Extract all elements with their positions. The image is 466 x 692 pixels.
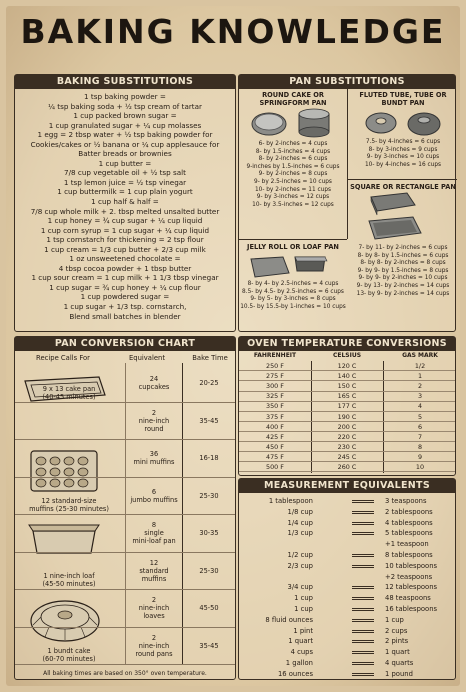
substitution-line: 1 tsp baking powder = bbox=[84, 92, 166, 101]
jelly-pan-list bbox=[239, 281, 347, 311]
substitution-line: 1 cup corn syrup = 1 cup sugar + ¼ cup liquid bbox=[40, 225, 210, 235]
bundt-pan-icons bbox=[349, 107, 457, 139]
list-item bbox=[239, 593, 455, 604]
recipe-cell: 12 standard-size muffins (25-30 minutes) bbox=[29, 497, 109, 513]
table-row bbox=[239, 423, 455, 432]
bake-time-cell: 35-45 bbox=[199, 416, 219, 425]
round-pan-icons bbox=[239, 107, 347, 141]
measure-right: 8 tablespoons bbox=[385, 551, 433, 559]
col-recipe-header: Recipe Calls For bbox=[36, 354, 90, 362]
gas-mark-cell: 6 bbox=[417, 422, 423, 431]
substitution-line: 1 cup powdered sugar = bbox=[80, 292, 170, 302]
substitution-line: 1 oz unsweetened chocolate = bbox=[69, 254, 181, 264]
fluted-pan-section bbox=[349, 91, 457, 169]
pan-size-line: 13- by 9- by 2-inches = 14 cups bbox=[356, 290, 450, 297]
list-item bbox=[239, 615, 455, 626]
list-item bbox=[239, 518, 455, 529]
equivalent-cell: 6 jumbo muffins bbox=[130, 487, 178, 504]
gas-mark-cell: 3 bbox=[417, 392, 423, 401]
fahrenheit-cell: 350 F bbox=[266, 402, 284, 411]
substitution-line: 1 cup sugar + 1/3 tsp. cornstarch, bbox=[63, 302, 187, 312]
measure-right: +1 teaspoon bbox=[385, 540, 429, 549]
measurement-header: MEASUREMENT EQUIVALENTS bbox=[239, 479, 455, 493]
table-row bbox=[239, 382, 455, 391]
celsius-cell: 177 C bbox=[337, 402, 357, 411]
bake-time-cell: 25-30 bbox=[199, 491, 219, 500]
list-item bbox=[239, 539, 455, 550]
table-row bbox=[239, 443, 455, 452]
measure-right: 1 pound bbox=[385, 669, 413, 678]
gas-mark-cell: 1 bbox=[417, 372, 423, 381]
bake-time-cell: 16-18 bbox=[199, 454, 219, 463]
fahrenheit-cell: 500 F bbox=[266, 463, 284, 471]
equals-icon bbox=[352, 500, 374, 503]
celsius-cell: 245 C bbox=[337, 452, 357, 461]
equivalent-cell: 24 cupcakes bbox=[138, 375, 170, 392]
table-row bbox=[239, 362, 455, 371]
measure-left: 1 gallon bbox=[285, 659, 313, 667]
pan-substitutions-panel bbox=[238, 74, 456, 332]
fluted-pan-title-2: BUNDT PAN bbox=[381, 99, 425, 107]
measure-left: 1/2 cup bbox=[287, 551, 313, 559]
list-item bbox=[239, 550, 455, 561]
list-item bbox=[239, 669, 455, 680]
square-pan-section bbox=[349, 183, 457, 298]
table-row bbox=[15, 553, 235, 591]
fluted-pan-list bbox=[349, 139, 457, 169]
equals-icon bbox=[352, 522, 374, 525]
substitution-line: 1 tsp cornstarch for thickening = 2 tsp flour bbox=[46, 235, 204, 245]
equivalent-cell: 8 single mini-loaf pan bbox=[132, 521, 176, 546]
pan-size-line: 10- by 4-inches = 16 cups bbox=[364, 161, 442, 168]
table-row bbox=[15, 478, 235, 516]
round-pan-title-2: SPRINGFORM PAN bbox=[259, 99, 327, 107]
measure-left: 1 cup bbox=[294, 605, 313, 613]
recipe-cell: 9 x 13 cake pan (40-45 minutes) bbox=[42, 384, 96, 401]
fahrenheit-cell: 325 F bbox=[266, 392, 284, 401]
substitution-line: 1 cup sour cream = 1 cup milk + 1 1/3 tbsp vinegar bbox=[31, 273, 219, 283]
pan-size-line: 6- by 2-inches = 4 cups bbox=[258, 141, 328, 147]
fahrenheit-cell: 400 F bbox=[266, 422, 284, 431]
baking-substitutions-list bbox=[15, 89, 235, 321]
bake-time-cell: 35-45 bbox=[199, 641, 219, 650]
bake-time-cell: 45-50 bbox=[199, 604, 219, 613]
measure-right: 1 cup bbox=[385, 615, 404, 624]
measure-left: 2/3 cup bbox=[287, 561, 313, 570]
substitution-line: 1 cup packed brown sugar = bbox=[73, 111, 177, 121]
table-row bbox=[15, 628, 235, 666]
measure-right: 16 tablespoons bbox=[385, 605, 438, 613]
substitution-line: Blend small batches in blender bbox=[69, 311, 181, 321]
measure-left: 1/8 cup bbox=[287, 507, 313, 516]
measure-left: 8 fluid ounces bbox=[265, 615, 313, 624]
equals-icon bbox=[352, 597, 374, 600]
table-row bbox=[239, 392, 455, 401]
pan-size-line: 9- by 2-inches = 8 cups bbox=[258, 171, 328, 178]
jelly-pan-title: JELLY ROLL OR LOAF PAN bbox=[247, 243, 339, 251]
pan-conversion-header: PAN CONVERSION CHART bbox=[15, 337, 235, 351]
fahrenheit-cell: 425 F bbox=[266, 432, 284, 441]
measure-right: +2 teaspoons bbox=[385, 572, 433, 581]
measure-right: 5 tablespoons bbox=[385, 529, 433, 538]
measure-right: 3 teaspoons bbox=[385, 497, 427, 505]
table-row bbox=[15, 403, 235, 441]
substitution-line: 4 tbsp cocoa powder + 1 tbsp butter bbox=[58, 263, 192, 273]
measure-right: 10 tablespoons bbox=[385, 561, 438, 570]
measure-right: 4 tablespoons bbox=[385, 518, 433, 527]
measure-right: 48 teaspoons bbox=[385, 594, 431, 603]
measure-right: 1 quart bbox=[385, 648, 410, 657]
col-baketime-header: Bake Time bbox=[192, 354, 228, 362]
equivalent-cell: 36 mini muffins bbox=[133, 450, 175, 467]
table-row bbox=[239, 463, 455, 472]
measure-left: 16 ounces bbox=[277, 669, 313, 678]
round-pan-list bbox=[239, 141, 347, 209]
gas-mark-cell: 9 bbox=[417, 452, 423, 461]
pan-size-line: 9- by 9- by 2-inches = 10 cups bbox=[358, 275, 448, 282]
pan-size-line: 9- by 3-inches = 10 cups bbox=[366, 154, 440, 161]
col-celsius: CELSIUS bbox=[332, 352, 362, 359]
table-row bbox=[239, 453, 455, 462]
measure-right: 4 quarts bbox=[385, 659, 414, 667]
pan-size-line: 9- by 3-inches = 12 cups bbox=[256, 194, 330, 201]
jelly-pan-section bbox=[239, 243, 347, 311]
pan-conversion-footer: All baking times are based on 350° oven temperature. bbox=[43, 670, 207, 677]
substitution-line: 1 cup granulated sugar + ¼ cup molasses bbox=[48, 120, 202, 130]
equals-icon bbox=[352, 640, 374, 643]
substitution-line: 1 cup cream = 1/3 cup butter + 2/3 cup milk bbox=[44, 244, 206, 254]
table-row bbox=[15, 440, 235, 478]
list-item bbox=[239, 496, 455, 507]
square-pan-icons bbox=[349, 191, 457, 245]
measurement-panel bbox=[238, 478, 456, 680]
round-pan-section bbox=[239, 91, 347, 209]
table-row bbox=[239, 402, 455, 411]
celsius-cell: 190 C bbox=[337, 412, 357, 421]
table-row bbox=[239, 372, 455, 381]
measure-right: 12 tablespoons bbox=[385, 583, 438, 592]
substitution-line: 7/8 cup whole milk + 2. tbsp melted unsalted butter bbox=[30, 206, 220, 216]
recipe-cell: 1 bundt cake (60-70 minutes) bbox=[42, 647, 96, 663]
pan-size-line: 7- by 11- by 2-inches = 6 cups bbox=[358, 245, 448, 251]
pan-size-line: 8- by 1.5-inches = 4 cups bbox=[255, 148, 331, 155]
col-fahrenheit: FAHRENHEIT bbox=[253, 352, 297, 359]
list-item bbox=[239, 636, 455, 647]
equals-icon bbox=[352, 565, 374, 568]
substitution-line: 1 cup butter = bbox=[98, 158, 152, 168]
substitution-line: Cookies/cakes or ½ banana or ¼ cup applesauce for bbox=[30, 139, 220, 149]
list-item bbox=[239, 528, 455, 539]
square-pan-list bbox=[349, 245, 457, 298]
list-item bbox=[239, 604, 455, 615]
measure-left: 1/4 cup bbox=[287, 518, 313, 527]
fahrenheit-cell: 375 F bbox=[266, 412, 284, 421]
equals-icon bbox=[352, 651, 374, 654]
baking-substitutions-header: BAKING SUBSTITUTIONS bbox=[15, 75, 235, 89]
measure-right: 2 cups bbox=[385, 626, 408, 635]
list-item bbox=[239, 572, 455, 583]
list-item bbox=[239, 561, 455, 572]
equals-icon bbox=[352, 673, 374, 676]
measure-right: 2 pints bbox=[385, 637, 409, 646]
fluted-pan-title-1: FLUTED TUBE, TUBE OR bbox=[359, 91, 447, 99]
substitution-line: 1 egg = 2 tbsp water + ½ tsp baking powder for bbox=[37, 130, 213, 140]
pan-size-line: 9- by 5- by 3-inches = 8 cups bbox=[250, 296, 336, 303]
celsius-cell: 120 C bbox=[337, 362, 357, 370]
substitution-line: 7/8 cup vegetable oil + ½ tsp salt bbox=[64, 168, 186, 178]
measure-left: 4 cups bbox=[290, 648, 313, 657]
pan-size-line: 9- by 2.5-inches = 10 cups bbox=[254, 178, 332, 185]
measure-left: 1 cup bbox=[294, 594, 313, 603]
substitution-line: 1 tsp lemon juice = ½ tsp vinegar bbox=[63, 177, 187, 187]
fahrenheit-cell: 450 F bbox=[266, 442, 284, 451]
square-pan-title: SQUARE OR RECTANGLE PAN bbox=[350, 183, 456, 191]
col-equivalent-header: Equivalent bbox=[128, 354, 166, 362]
col-gas-mark: GAS MARK bbox=[402, 352, 438, 359]
substitution-line: Batter breads or brownies bbox=[78, 149, 172, 159]
equals-icon bbox=[352, 630, 374, 633]
pan-size-line: 8- by 4- by 2.5-inches = 4 cups bbox=[247, 281, 339, 287]
equivalent-cell: 2 nine-inch round bbox=[138, 408, 170, 433]
equivalent-cell: 2 nine-inch loaves bbox=[138, 596, 170, 621]
bake-time-cell: 20-25 bbox=[199, 379, 219, 388]
loaf-pan-icons bbox=[239, 251, 347, 281]
oven-temperature-col-headers bbox=[239, 352, 455, 361]
pan-size-line: 8- by 8- by 2-inches = 8 cups bbox=[360, 260, 446, 267]
table-row bbox=[15, 590, 235, 628]
pan-size-line: 10- by 3.5-inches = 12 cups bbox=[252, 201, 334, 208]
pan-size-line: 8- by 2-inches = 6 cups bbox=[258, 156, 328, 163]
oven-temperature-panel bbox=[238, 336, 456, 476]
pan-size-line: 9-inches by 1.5-inches = 6 cups bbox=[246, 163, 340, 170]
gas-mark-cell: 4 bbox=[417, 402, 423, 411]
poster bbox=[6, 6, 460, 686]
baking-substitutions-panel bbox=[14, 74, 236, 332]
substitution-line: 1 cup half & half = bbox=[91, 197, 159, 207]
gas-mark-cell: 7 bbox=[417, 432, 423, 441]
pan-conversion-rows bbox=[15, 365, 235, 665]
gas-mark-cell: 8 bbox=[417, 442, 423, 451]
pan-size-line: 10.5- by 15.5-by 1-inches = 10 cups bbox=[240, 303, 346, 310]
equals-icon bbox=[352, 532, 374, 535]
substitution-line: 1 cup honey = ¾ cup sugar + ¼ cup liquid bbox=[47, 216, 203, 226]
gas-mark-cell: 2 bbox=[417, 382, 423, 391]
fahrenheit-cell: 275 F bbox=[266, 372, 284, 381]
measure-right: 2 tablespoons bbox=[385, 507, 433, 516]
table-row bbox=[15, 515, 235, 553]
recipe-cell: 1 nine-inch loaf (45-50 minutes) bbox=[42, 572, 96, 588]
measure-left: 1 tablespoon bbox=[268, 497, 313, 505]
list-item bbox=[239, 658, 455, 669]
table-row bbox=[15, 365, 235, 403]
table-row bbox=[239, 433, 455, 442]
equals-icon bbox=[352, 662, 374, 665]
equals-icon bbox=[352, 511, 374, 514]
substitution-line: ¼ tsp baking soda + ½ tsp cream of tartar bbox=[48, 101, 202, 111]
measure-left: 3/4 cup bbox=[287, 583, 313, 592]
table-row bbox=[239, 413, 455, 422]
substitution-line: 1 cup sugar = ¾ cup honey + ¼ cup flour bbox=[49, 282, 201, 292]
bake-time-cell: 25-30 bbox=[199, 566, 219, 575]
measure-left: 1/3 cup bbox=[287, 529, 313, 538]
pan-size-line: 8.5- by 4.5- by 2.5-inches = 6 cups bbox=[242, 288, 344, 295]
pan-conversion-panel bbox=[14, 336, 236, 680]
pan-size-line: 9- by 9- by 1.5-inches = 8 cups bbox=[357, 267, 449, 274]
fahrenheit-cell: 300 F bbox=[266, 382, 284, 391]
pan-size-line: 7.5- by 4-inches = 6 cups bbox=[365, 139, 441, 145]
equals-icon bbox=[352, 608, 374, 611]
round-pan-title-1: ROUND CAKE OR bbox=[262, 91, 324, 99]
substitution-line: 1 cup buttermilk = 1 cup plain yogurt bbox=[57, 187, 193, 197]
celsius-cell: 260 C bbox=[337, 463, 357, 471]
measure-left: 1 quart bbox=[288, 637, 313, 646]
measure-left: 1 pint bbox=[293, 626, 313, 635]
celsius-cell: 220 C bbox=[337, 432, 357, 441]
fahrenheit-cell: 475 F bbox=[266, 452, 284, 461]
equals-icon bbox=[352, 619, 374, 622]
celsius-cell: 200 C bbox=[337, 422, 357, 431]
equivalent-cell: 2 nine-inch round pans bbox=[135, 633, 173, 658]
oven-temperature-header: OVEN TEMPERATURE CONVERSIONS bbox=[239, 337, 455, 351]
gas-mark-cell: 1/2 bbox=[414, 362, 426, 370]
pan-size-line: 9- by 13- by 2-inches = 14 cups bbox=[356, 282, 450, 289]
pan-size-line: 8- by 3-inches = 9 cups bbox=[368, 146, 438, 153]
fahrenheit-cell: 250 F bbox=[266, 362, 284, 370]
celsius-cell: 230 C bbox=[337, 442, 357, 451]
pan-size-line: 8- by 8- by 1.5-inches = 6 cups bbox=[357, 252, 449, 259]
celsius-cell: 150 C bbox=[337, 382, 357, 391]
gas-mark-cell: 10 bbox=[415, 463, 425, 471]
gas-mark-cell: 5 bbox=[417, 412, 423, 421]
list-item bbox=[239, 626, 455, 637]
pan-size-line: 10- by 2-inches = 11 cups bbox=[254, 186, 332, 193]
pan-substitutions-header: PAN SUBSTITUTIONS bbox=[239, 75, 455, 89]
equals-icon bbox=[352, 586, 374, 589]
celsius-cell: 140 C bbox=[337, 372, 357, 381]
celsius-cell: 165 C bbox=[337, 392, 357, 401]
list-item bbox=[239, 582, 455, 593]
list-item bbox=[239, 507, 455, 518]
equivalent-cell: 12 standard muffins bbox=[139, 558, 169, 583]
list-item bbox=[239, 647, 455, 658]
page-title: BAKING KNOWLEDGE bbox=[20, 12, 446, 51]
equals-icon bbox=[352, 554, 374, 557]
bake-time-cell: 30-35 bbox=[199, 529, 219, 538]
